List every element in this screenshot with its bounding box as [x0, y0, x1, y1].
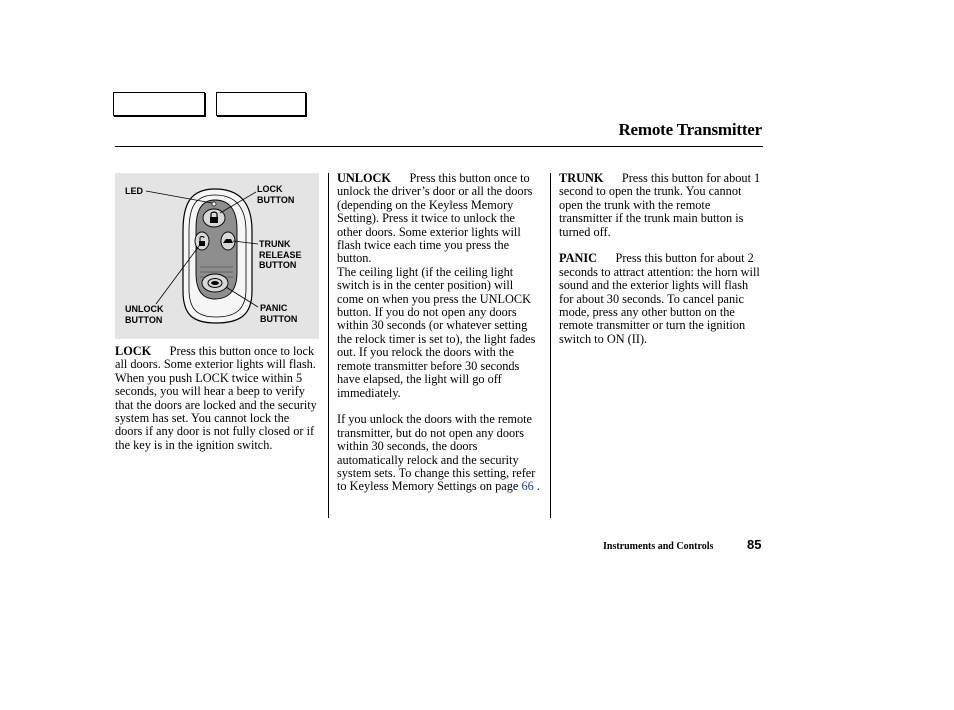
panic-term: PANIC: [559, 251, 598, 266]
ceiling-light-paragraph: The ceiling light (if the ceiling light switch is in the center position) will come on when you press the UNLOCK button. If you do not open any doors within 30 seconds (or whatever setting the relock timer is set to), the light fades out. If you relock the doors with the remote transmitter before 30 seconds have elapsed, the light will go off immediately.: [337, 264, 536, 400]
trunk-description: Press this button for about 1 second to open the trunk. You cannot open the trunk with the remote transmitter if the trunk main button is turned off.: [559, 171, 761, 239]
relock-paragraph-end: .: [536, 479, 540, 494]
page-reference-link[interactable]: 66: [521, 479, 534, 494]
page-number: 85: [747, 537, 762, 552]
panic-button-label: PANIC BUTTON: [260, 303, 298, 324]
footer-section-name: Instruments and Controls: [603, 541, 714, 552]
led-label: LED: [125, 186, 143, 196]
nav-button-next[interactable]: [216, 92, 306, 116]
trunk-panic-section: [559, 172, 763, 346]
panic-description: Press this button for about 2 seconds to attract attention: the horn will sound and the exterior lights will flash for about 30 seconds. To cancel panic mode, press any other button on the remote transmitter or turn the ignition switch to ON (II).: [559, 251, 760, 346]
remote-transmitter-figure: [115, 173, 319, 339]
trunk-release-button-label: TRUNK RELEASE BUTTON: [259, 239, 302, 270]
column-divider-2: [550, 173, 551, 518]
unlock-button-label: UNLOCK BUTTON: [125, 304, 164, 325]
title-divider: [115, 146, 763, 147]
unlock-description: Press this button once to unlock the driver’s door or all the doors (depending on the Keyless Memory Setting). Press it twice to unlock the other doors. Some exterior lights will flash twice each time you press the button.: [337, 171, 533, 266]
lock-section: [115, 345, 319, 452]
relock-paragraph: If you unlock the doors with the remote transmitter, but do not open any doors within 30 seconds, the doors automatically relock and the security system sets. To change this setting, refer to Keyless Memory Settings on page: [337, 412, 536, 494]
trunk-term: TRUNK: [559, 171, 604, 185]
nav-button-previous[interactable]: [113, 92, 205, 116]
lock-button-label: LOCK BUTTON: [257, 184, 295, 205]
page-title: Remote Transmitter: [618, 120, 762, 139]
column-divider-1: [328, 173, 329, 518]
unlock-section: [337, 172, 541, 494]
lock-description: Press this button once to lock all doors. Some exterior lights will flash. When you push LOCK twice within 5 seconds, you will hear a beep to verify that the doors are locked and the security system has set. You cannot lock the doors if any door is not fully closed or if the key is in the ignition switch.: [115, 344, 317, 452]
lock-term: LOCK: [115, 344, 152, 358]
unlock-term: UNLOCK: [337, 171, 391, 185]
